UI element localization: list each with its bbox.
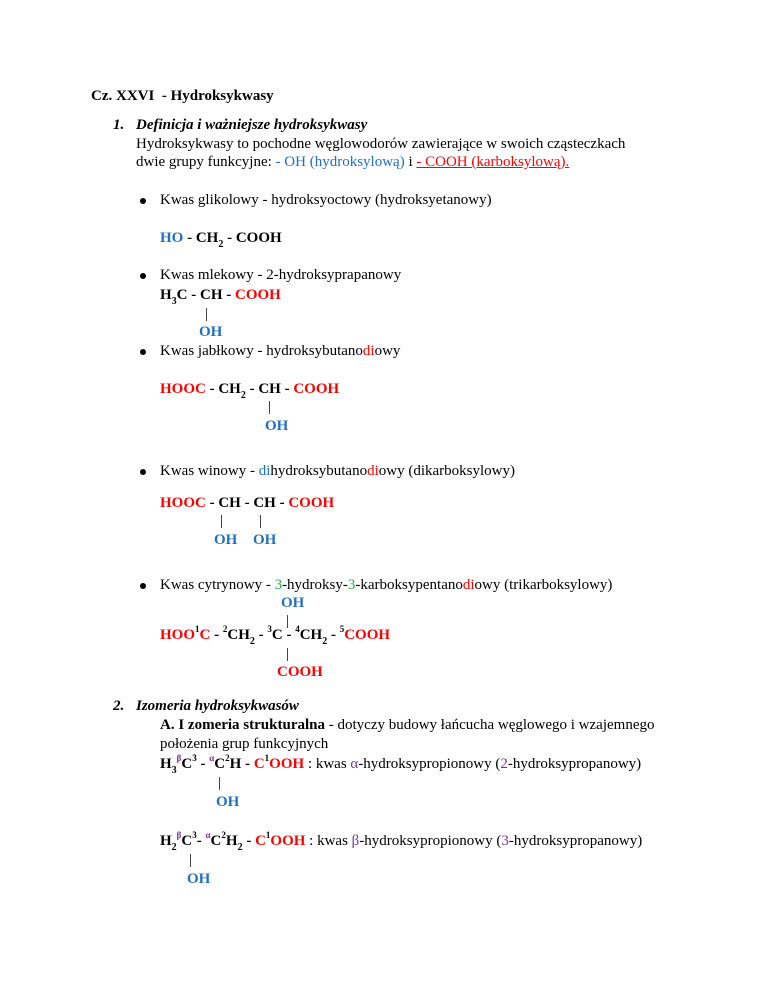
tartaric-bond-bar-2: |	[259, 513, 263, 529]
intro-line-1: Hydroksykwasy to pochodne węglowodorów zawierające w swoich cząsteczkach	[136, 136, 626, 152]
item-lactic-name: Kwas mlekowy - 2-hydroksyprapanowy	[160, 267, 402, 283]
bullet-icon	[140, 273, 146, 279]
formula-glycolic: HO - $CH_2$ - COOH	[160, 230, 282, 250]
item-citric-name: Kwas cytrynowy - 3-hydroksy-3-karboksypentanodiowy (trikarboksylowy)	[160, 577, 613, 593]
malic-oh: OH	[265, 418, 289, 434]
tartaric-bond-bar-1: |	[220, 513, 224, 529]
formula-tartaric: HOOC - CH - CH - COOH	[160, 495, 335, 511]
section-1-number: 1.	[113, 117, 125, 133]
malic-bond-bar: |	[268, 399, 272, 415]
formula-lactic: $H_3C$ - CH - COOH	[160, 287, 281, 307]
bullet-icon	[140, 349, 146, 355]
citric-oh: OH	[281, 595, 305, 611]
bullet-icon	[140, 198, 146, 204]
alpha-oh: OH	[216, 794, 240, 810]
item-glycolic-name: Kwas glikolowy - hydroksyoctowy (hydroksyetanowy)	[160, 192, 492, 208]
citric-bond-bar-top: |	[286, 613, 290, 629]
cooh-group-text: - COOH (karboksylową).	[416, 154, 570, 170]
section-2-number: 2.	[113, 698, 125, 714]
beta-oh: OH	[187, 871, 211, 887]
oh-group-text: - OH (hydroksylową)	[275, 154, 405, 170]
tartaric-oh-2: OH	[253, 532, 277, 548]
formula-malic: HOOC - $CH_2$ - CH - COOH	[160, 381, 340, 401]
citric-cooh-bottom: COOH	[277, 664, 323, 680]
beta-bond-bar: |	[189, 852, 193, 868]
page-title: Cz. XXVI - Hydroksykwasy	[91, 88, 274, 104]
item-malic-name: Kwas jabłkowy - hydroksybutanodiowy	[160, 343, 401, 359]
bullet-icon	[140, 469, 146, 475]
section-2-heading: Izomeria hydroksykwasów	[136, 698, 299, 714]
intro-line-2: dwie grupy funkcyjne: - OH (hydroksylową) i - COOH (karboksylową).	[136, 154, 570, 170]
isomerism-a-line-1: A. I zomeria strukturalna - dotyczy budowy łańcucha węglowego i wzajemnego	[160, 717, 655, 733]
formula-alpha-hydroxypropionic: $H_3^\beta C^3 - ^\alpha C^2H - C^1OOH$ : kwas α-hydroksypropionowy (2-hydroksypropanowy)	[160, 753, 642, 776]
lactic-oh: OH	[199, 324, 223, 340]
citric-bond-bar-bottom: |	[286, 646, 290, 662]
alpha-bond-bar: |	[218, 775, 222, 791]
tartaric-oh-1: OH	[214, 532, 238, 548]
formula-citric: $HOO^1C - ^2CH_2 - ^3C - ^4CH_2$ - $^5$COOH	[160, 624, 391, 647]
section-1-heading: Definicja i ważniejsze hydroksykwasy	[136, 117, 368, 133]
isomerism-a-line-2: położenia grup funkcyjnych	[160, 736, 329, 752]
bullet-icon	[140, 583, 146, 589]
formula-beta-hydroxypropionic: $H_2^\beta C^3-$ $^\alpha C^2H_2 - C^1OOH$ : kwas β-hydroksypropionowy (3-hydroksypropanowy)	[160, 830, 643, 853]
lactic-bond-bar: |	[205, 306, 209, 322]
item-tartaric-name: Kwas winowy - dihydroksybutanodiowy (dikarboksylowy)	[160, 463, 515, 479]
